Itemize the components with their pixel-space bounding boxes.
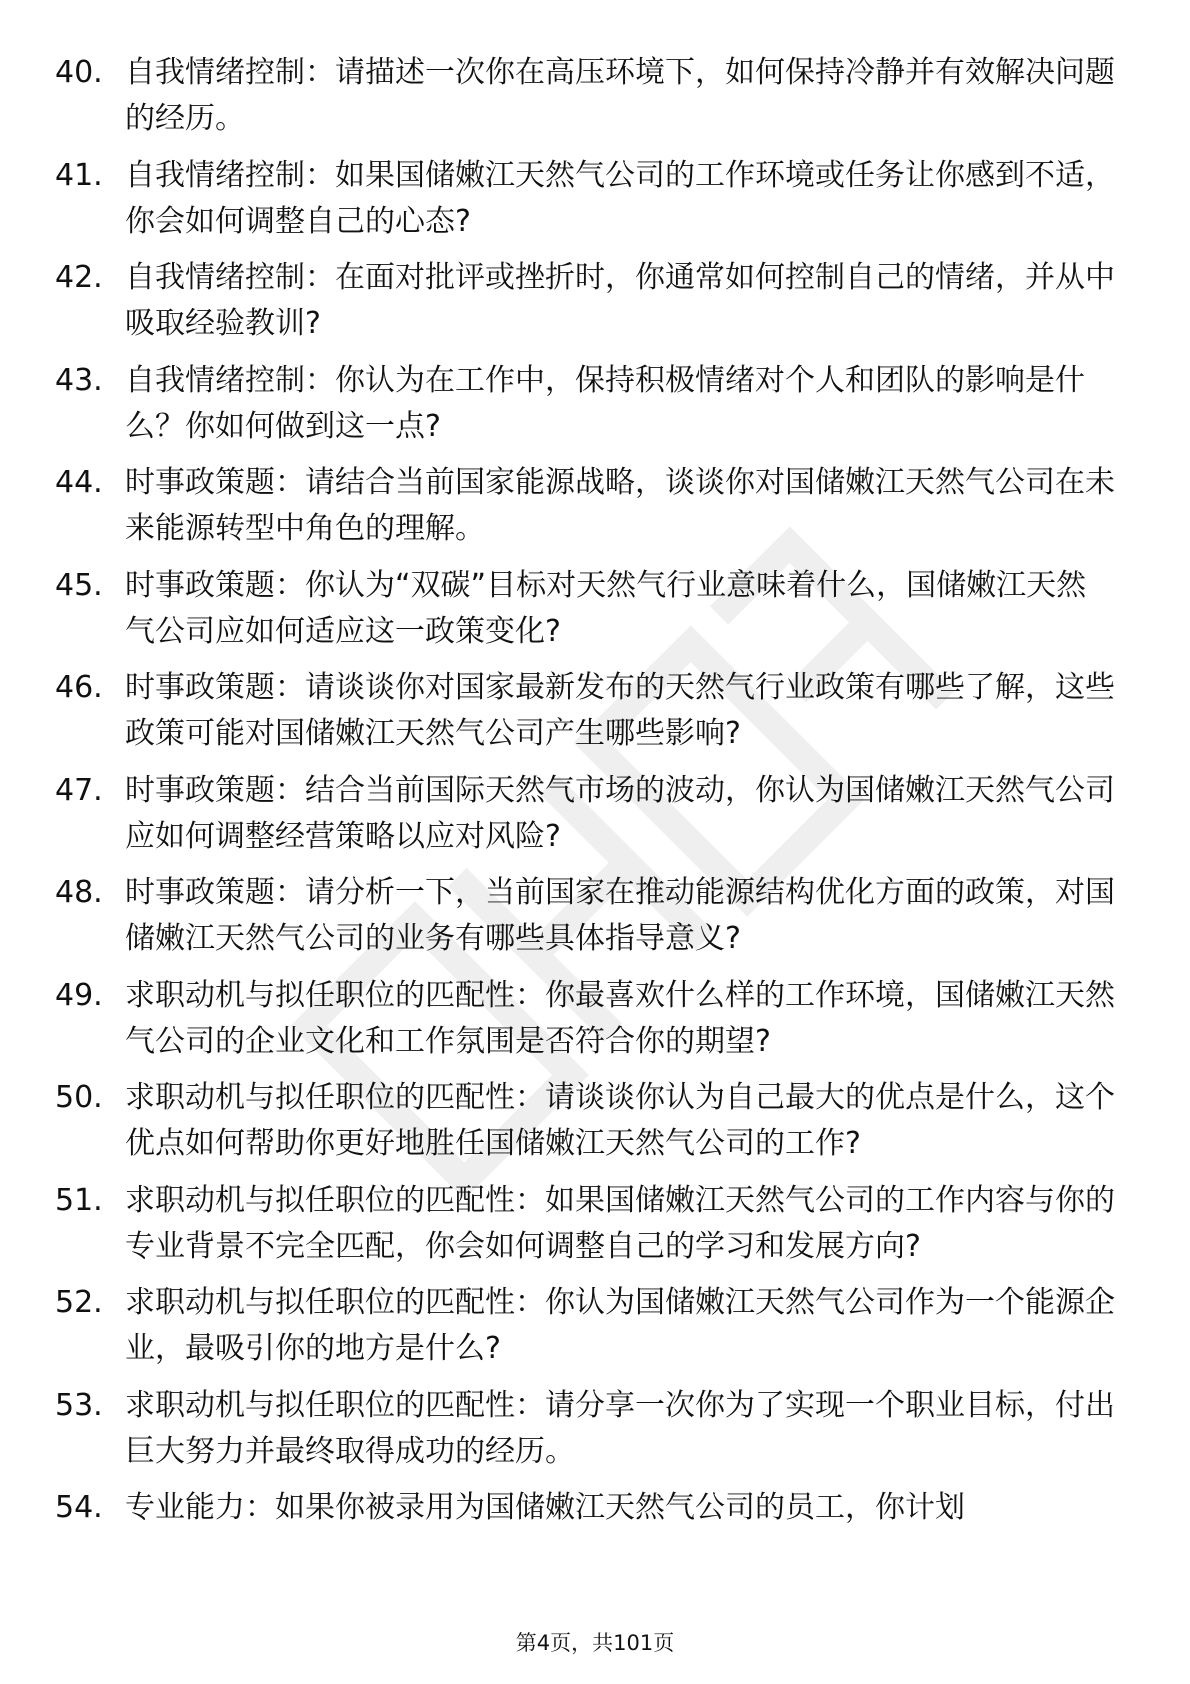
question-text: 自我情绪控制：如果国储嫩江天然气公司的工作环境或任务让你感到不适，你会如何调整自己的心态?: [125, 157, 1115, 239]
question-text: 时事政策题：结合当前国际天然气市场的波动，你认为国储嫩江天然气公司应如何调整经营策略以应对风险?: [125, 772, 1115, 854]
question-number: 53.: [55, 1387, 103, 1423]
question-text: 专业能力：如果你被录用为国储嫩江天然气公司的员工，你计划: [125, 1490, 965, 1525]
question-text: 时事政策题：请分析一下，当前国家在推动能源结构优化方面的政策，对国储嫩江天然气公司的业务有哪些具体指导意义?: [125, 875, 1115, 956]
question-number: 48.: [55, 875, 103, 910]
list-item: [55, 1280, 1115, 1372]
list-item: [55, 870, 1115, 962]
question-number: 40.: [55, 55, 103, 90]
question-number: 42.: [55, 260, 103, 295]
list-item: [55, 50, 1115, 142]
question-number: 44.: [55, 465, 103, 500]
question-text: 求职动机与拟任职位的匹配性：请分享一次你为了实现一个职业目标，付出巨大努力并最终取得成功的经历。: [125, 1387, 1115, 1469]
question-list: [55, 50, 1115, 1542]
question-text: 自我情绪控制：在面对批评或挫折时，你通常如何控制自己的情绪，并从中吸取经验教训?: [125, 260, 1115, 341]
question-text: 求职动机与拟任职位的匹配性：你认为国储嫩江天然气公司作为一个能源企业，最吸引你的地方是什么?: [125, 1285, 1115, 1366]
list-item: [55, 1178, 1115, 1270]
question-number: 47.: [55, 772, 103, 808]
question-number: 49.: [55, 977, 103, 1013]
list-item: [55, 1485, 1115, 1531]
list-item: [55, 665, 1115, 757]
question-text: 自我情绪控制：请描述一次你在高压环境下，如何保持冷静并有效解决问题的经历。: [125, 55, 1115, 136]
question-number: 41.: [55, 157, 103, 193]
list-item: [55, 255, 1115, 347]
page-footer: 第4页，共101页: [515, 1631, 675, 1655]
question-number: 45.: [55, 567, 103, 603]
question-text: 时事政策题：请结合当前国家能源战略，谈谈你对国储嫩江天然气公司在未来能源转型中角色的理解。: [125, 465, 1115, 546]
list-item: [55, 460, 1115, 552]
question-number: 46.: [55, 670, 103, 705]
list-item: [55, 153, 1115, 245]
list-item: [55, 1075, 1115, 1167]
question-text: 求职动机与拟任职位的匹配性：你最喜欢什么样的工作环境，国储嫩江天然气公司的企业文化和工作氛围是否符合你的期望?: [125, 977, 1115, 1059]
question-text: 求职动机与拟任职位的匹配性：请谈谈你认为自己最大的优点是什么，这个优点如何帮助你更好地胜任国储嫩江天然气公司的工作?: [125, 1080, 1115, 1161]
list-item: [55, 358, 1115, 450]
list-item: [55, 768, 1115, 860]
list-item: [55, 973, 1115, 1065]
question-number: 52.: [55, 1285, 103, 1320]
question-number: 50.: [55, 1080, 103, 1115]
list-item: [55, 563, 1115, 655]
question-number: 43.: [55, 362, 103, 398]
question-text: 自我情绪控制：你认为在工作中，保持积极情绪对个人和团队的影响是什么？你如何做到这一点?: [125, 362, 1085, 444]
question-number: 51.: [55, 1182, 103, 1218]
question-text: 时事政策题：你认为“双碳”目标对天然气行业意味着什么，国储嫩江天然气公司应如何适应这一政策变化?: [125, 567, 1087, 649]
question-text: 时事政策题：请谈谈你对国家最新发布的天然气行业政策有哪些了解，这些政策可能对国储嫩江天然气公司产生哪些影响?: [125, 670, 1115, 751]
question-text: 求职动机与拟任职位的匹配性：如果国储嫩江天然气公司的工作内容与你的专业背景不完全匹配，你会如何调整自己的学习和发展方向?: [125, 1182, 1115, 1264]
question-number: 54.: [55, 1490, 103, 1525]
list-item: [55, 1383, 1115, 1475]
